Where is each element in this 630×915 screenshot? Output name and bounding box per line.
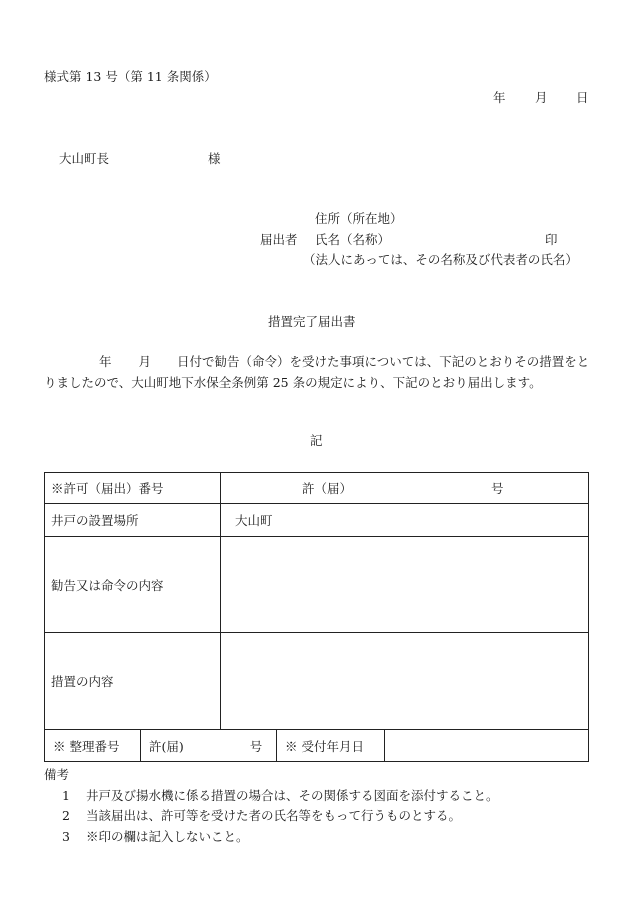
body-text: 日付で勧告（命令）を受けた事項については、下記のとおりその措置をとりましたので、大山町地下水保全条例第 25 条の規定により、下記のとおり届出します。 [44,354,590,390]
receipt-date-label: ※ 受付年月日 [277,730,385,762]
form-number: 様式第 13 号（第 11 条関係） [44,69,217,84]
ref-permit-cell[interactable] [141,730,277,762]
permit-number-label: ※許可（届出）番号 [45,473,221,504]
body-year: 年 [99,354,112,369]
note-item [44,786,499,807]
note-item [44,827,499,848]
note-number: 1 [62,787,70,803]
applicant-name-label: 氏名（名称） [315,232,391,247]
permit-number-prefix: 許（届） [302,481,353,496]
date-year-label: 年 [493,90,506,105]
note-number: 3 [62,828,70,844]
applicant-address-label: 住所（所在地） [315,211,403,226]
ref-permit-suffix: 号 [249,738,263,754]
corporate-note: （法人にあっては、その名称及び代表者の氏名） [303,252,578,267]
document-title: 措置完了届出書 [268,314,356,329]
ki-label: 記 [310,433,323,448]
body-paragraph [44,351,592,393]
form-table [44,472,589,730]
date-day-label: 日 [576,90,589,105]
well-location-value: 大山町 [235,513,273,528]
recommendation-content-cell[interactable] [221,537,589,633]
permit-number-suffix: 号 [491,481,504,496]
recommendation-content-label: 勧告又は命令の内容 [45,537,221,633]
ref-permit-prefix: 許(届) [149,738,184,754]
permit-number-cell[interactable] [221,473,589,504]
notes-heading: 備考 [44,767,70,782]
note-item [44,806,499,827]
measures-content-label: 措置の内容 [45,633,221,730]
note-number: 2 [62,808,70,823]
well-location-cell[interactable] [221,504,589,537]
seal-label: 印 [545,232,558,247]
note-text: 井戸及び揚水機に係る措置の場合は、その関係する図面を添付すること。 [86,787,499,803]
applicant-role-label: 届出者 [260,232,298,247]
addressee-name: 大山町長 [59,151,110,166]
addressee-honorific: 様 [208,151,221,166]
receipt-date-cell[interactable] [385,730,589,762]
body-month: 月 [138,354,152,369]
notes-section [44,765,499,847]
measures-content-cell[interactable] [221,633,589,730]
office-use-table [44,729,589,762]
note-text: ※印の欄は記入しないこと。 [86,828,249,844]
note-text: 当該届出は、許可等を受けた者の氏名等をもって行うものとする。 [86,808,462,823]
ref-number-label: ※ 整理番号 [45,730,141,762]
well-location-label: 井戸の設置場所 [45,504,221,537]
date-month-label: 月 [535,90,548,105]
